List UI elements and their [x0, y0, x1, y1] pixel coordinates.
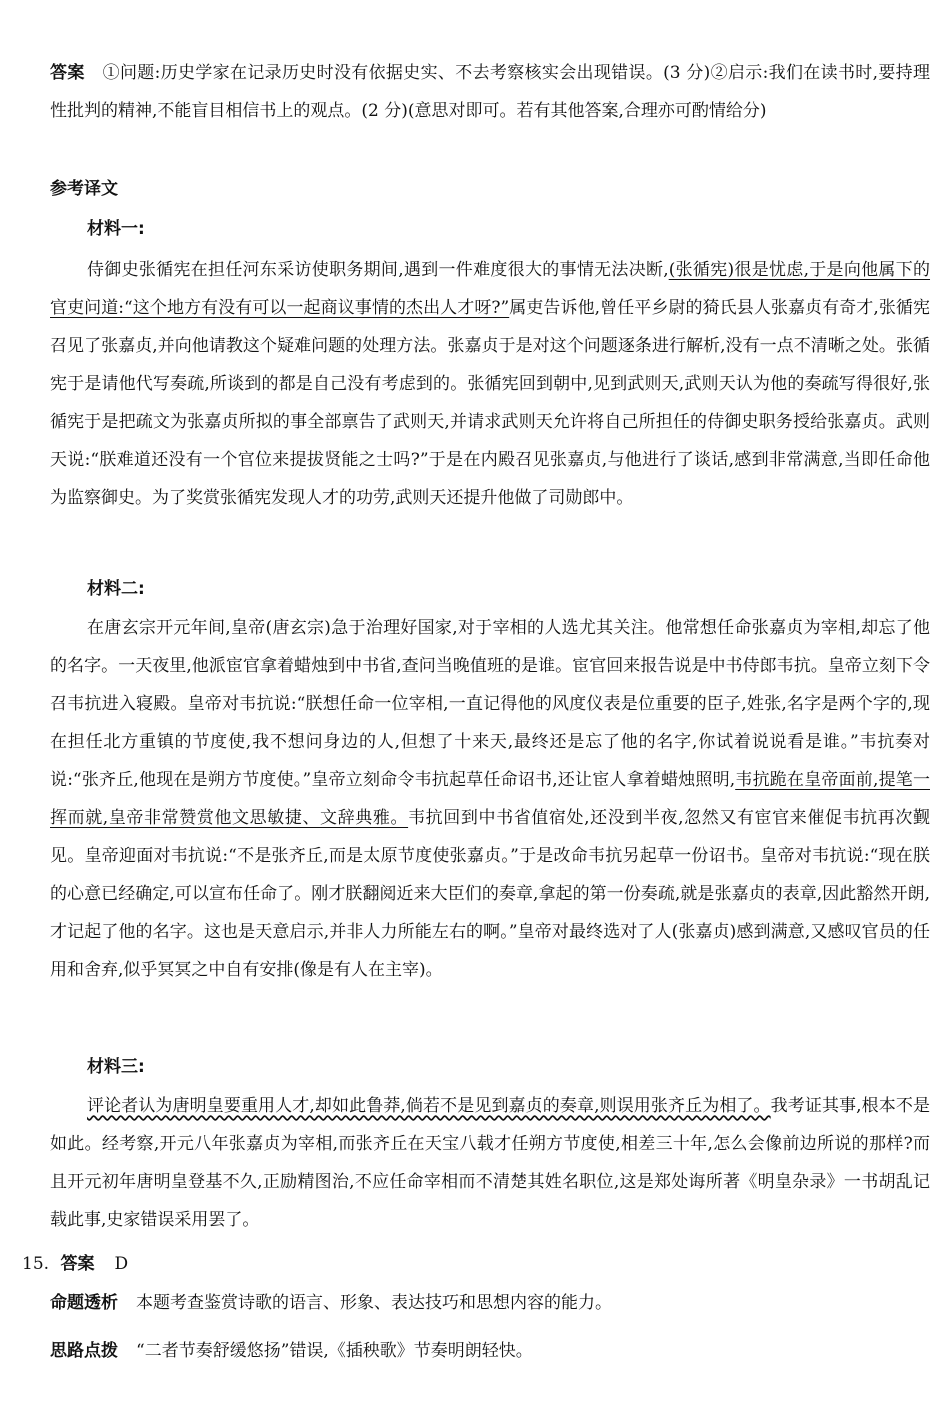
q15-hint-inner: [50, 1332, 533, 1370]
material-1-paragraph: [50, 251, 930, 517]
material-1-text-b: 属吏告诉他,曾任平乡尉的猗氏县人张嘉贞有奇才,张循宪召见了张嘉贞,并向他请教这个疑难问题的处理方法。张嘉贞于是对这个问题逐条进行解析,没有一点不清晰之处。张循宪于是请他代写奏疏,所谈到的都是自己没有考虑到的。张循宪回到朝中,见到武则天,武则天认为他的奏疏写得很好,张循宪于是把疏文为张嘉贞所拟的事全部禀告了武则天,并请求武则天允许将自己所担任的侍御史职务授给张嘉贞。武则天说:“朕难道还没有一个官位来提拔贤能之士吗?”于是在内殿召见张嘉贞,与他进行了谈话,感到非常满意,当即任命他为监察御史。为了奖赏张循宪发现人才的功劳,武则天还提升他做了司勋郎中。: [50, 298, 930, 508]
material-2-underlined: 韦抗跪在皇帝面前,提笔一挥而就,皇帝非常赞赏他文思敏捷、文辞典雅。: [50, 770, 930, 828]
material-2-label: 材料二:: [87, 579, 145, 599]
q15-analysis-line: [50, 1284, 930, 1322]
material-2-text-a: 在唐玄宗开元年间,皇帝(唐玄宗)急于治理好国家,对于宰相的人选尤其关注。他常想任命张嘉贞为宰相,却忘了他的名字。一天夜里,他派宦官拿着蜡烛到中书省,查问当晚值班的是谁。宦官回来报告说是中书侍郎韦抗。皇帝立刻下令召韦抗进入寝殿。皇帝对韦抗说:“朕想任命一位宰相,一直记得他的风度仪表是位重要的臣子,姓张,名字是两个字的,现在担任北方重镇的节度使,我不想问身边的人,但想了十来天,最终还是忘了他的名字,你试着说说看是谁。”韦抗奏对说:“张齐丘,他现在是朔方节度使。”皇帝立刻命令韦抗起草任命诏书,还让宦人拿着蜡烛照明,: [50, 618, 930, 790]
answer-paragraph: [50, 54, 930, 130]
q15-hint-text: “二者节奏舒缓悠扬”错误,《插秧歌》节奏明朗轻快。: [136, 1341, 533, 1361]
q15-analysis-label: 命题透析: [50, 1293, 118, 1313]
material-2-paragraph: [50, 609, 930, 989]
q15-analysis-text: 本题考查鉴赏诗歌的语言、形象、表达技巧和思想内容的能力。: [136, 1293, 612, 1313]
material-3-paragraph: [50, 1087, 930, 1239]
q15-hint-line: [50, 1322, 930, 1361]
material-3-wavy: 评论者认为唐明皇要重用人才,却如此鲁莽,倘若不是见到嘉贞的奏章,则误用张齐丘为相了。: [87, 1096, 771, 1116]
q15-number: 15.: [22, 1254, 50, 1274]
q15-answer-label: 答案: [60, 1254, 95, 1274]
material-1-underlined: (张循宪)很是忧虑,于是向他属下的官吏问道:“这个地方有没有可以一起商议事情的杰出人才呀?”: [50, 260, 931, 318]
material-3-label: 材料三:: [87, 1057, 145, 1077]
answer-label: 答案: [50, 63, 85, 83]
q15-hint-label: 思路点拨: [50, 1341, 118, 1361]
material-2-text-b: 韦抗回到中书省值宿处,还没到半夜,忽然又有宦官来催促韦抗再次觐见。皇帝迎面对韦抗说:“不是张齐丘,而是太原节度使张嘉贞。”于是改命韦抗另起草一份诏书。皇帝对韦抗说:“现在朕的心意已经确定,可以宣布任命了。刚才朕翻阅近来大臣们的奏章,拿起的第一份奏疏,就是张嘉贞的表章,因此豁然开朗,才记起了他的名字。这也是天意启示,并非人力所能左右的啊。”皇帝对最终选对了人(张嘉贞)感到满意,又感叹官员的任用和舍弃,似乎冥冥之中自有安排(像是有人在主宰)。: [50, 808, 930, 980]
material-3-text: 我考证其事,根本不是如此。经考察,开元八年张嘉贞为宰相,而张齐丘在天宝八载才任朔方节度使,相差三十年,怎么会像前边所说的那样?而且开元初年唐明皇登基不久,正励精图治,不应任命宰相而不清楚其姓名职位,这是郑处诲所著《明皇杂录》一书胡乱记载此事,史家错误采用罢了。: [50, 1096, 930, 1230]
material-1-label: 材料一:: [87, 219, 145, 239]
material-1-text-a: 侍御史张循宪在担任河东采访使职务期间,遇到一件难度很大的事情无法决断,: [87, 260, 669, 280]
answer-text: ①问题:历史学家在记录历史时没有依据史实、不去考察核实会出现错误。(3 分)②启示:我们在读书时,要持理性批判的精神,不能盲目相信书上的观点。(2 分)(意思对即可。若有其他答案,合理亦可酌情给分): [50, 63, 931, 121]
translation-heading: 参考译文: [50, 179, 118, 199]
q15-answer-value: D: [114, 1254, 129, 1274]
q15-answer-line: [22, 1245, 902, 1283]
